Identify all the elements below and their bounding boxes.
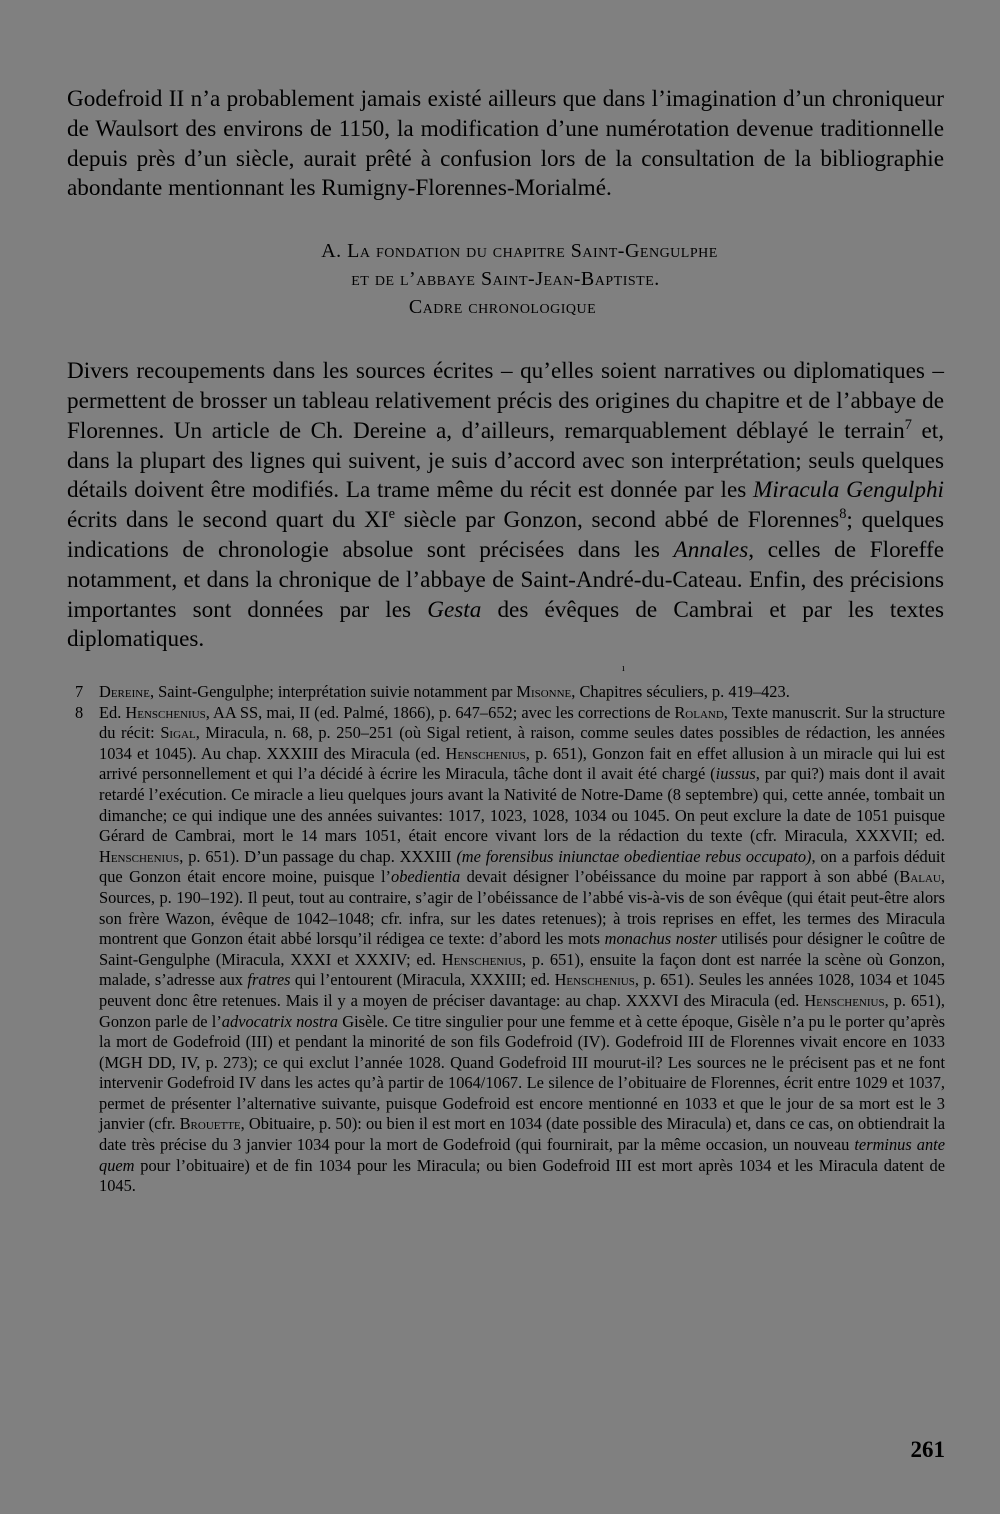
- author-name: Henschenius: [125, 702, 206, 722]
- footnote-ref-7[interactable]: 7: [904, 416, 912, 433]
- text-run: siècle par Gonzon, second abbé de Florennes: [394, 507, 840, 534]
- footnote-number: 7: [75, 682, 84, 701]
- footnote-number: 8: [75, 702, 84, 722]
- text-run: , Chapitres séculiers, p. 419–423.: [571, 682, 790, 701]
- page-body: [67, 85, 944, 655]
- author-name: Henschenius: [441, 949, 523, 969]
- paragraph-main: [67, 357, 944, 655]
- author-name: Sigal: [160, 723, 196, 743]
- text-run: , celles de Floreffe notamment, et dans la chronique de l’abbaye de Saint-André-du-Cateau. Enfin, des précisions importantes sont données par les: [67, 536, 944, 623]
- text-run: Gisèle. Ce titre singulier pour une femme et à cette époque, Gisèle n’a pu le porter qu’après la mort de Godefroid (III) et pendant la minorité de son fils Godefroid (IV). Godefroid III de Florennes vivait encore en 1033 (MGH DD, IV, p. 273); ce qui exclut l’année 1028. Quand Godefroid III mourut-il? Les sources ne le précisent pas et ne font intervenir Godefroid IV dans les actes qu’à partir de 1064/1067. Le silence de l’obituaire de Florennes, écrit entre 1029 et 1037, permet de présenter l’alternative suivante, puisque Godefroid est encore mentionné en 1033 et que le jour de sa mort est le 3 janvier (cfr.: [99, 1011, 945, 1134]
- latin-term: iussus: [715, 764, 756, 784]
- page-number: 261: [910, 1437, 945, 1462]
- text-run: , p. 651), Gonzon parle de l’: [99, 990, 945, 1031]
- text-run: , par qui?) mais dont il avait retardé l’exécution. Ce miracle a lieu quelques jours avant la Nativité de Notre-Dame (8 septembre) qui, cette année, tombait un dimanche; ce qui indique une des années suivantes: 1017, 1023, 1028, 1034 ou 1045. On peut exclure la date de 1051 puisque Gérard de Cambrai, mort le 14 mars 1051, était encore vivant lors de la rédaction du texte (cfr. Miracula, XXXVII; ed.: [99, 764, 945, 846]
- text-run: , p. 651), Gonzon fait en effet allusion à un miracle qui lui est arrivé personnellement et qui l’a décidé à écrire les Miracula, tâche dont il avait été chargé (: [99, 743, 945, 784]
- footnotes: [75, 682, 945, 1197]
- text-run: , AA SS, mai, II (ed. Palmé, 1866), p. 647–652; avec les corrections de: [205, 702, 675, 722]
- text-run: , p. 651). Seules les années 1028, 1034 et 1045 peuvent donc être retenues. Mais il y a moyen de préciser davantage: au chap. XXXVI des Miracula (ed.: [99, 970, 945, 1010]
- latin-term: terminus ante quem: [99, 1135, 945, 1175]
- footnote-ref-8[interactable]: 8: [839, 506, 847, 523]
- footnote-7: [75, 682, 945, 703]
- heading-line-2: et de l’abbaye Saint-Jean-Baptiste.: [351, 268, 660, 291]
- heading-line-3: Cadre chronologique: [408, 296, 597, 319]
- text-run: , Sources, p. 190–192). Il peut, tout au contraire, s’agir de l’obéissance de l’abbé vis-à-vis de son évêque (qui était peut-être alors son frère Wazon, évêque de 1042–1048; cfr. infra, sur les dates retenues); à trois reprises en effet, les termes des Miracula montrent que Gonzon était abbé lorsqu’il rédigea ce texte: d’abord les mots: [99, 867, 945, 949]
- text-run: , Texte manuscrit. Sur la structure du récit:: [99, 702, 945, 743]
- latin-quote: (me forensibus iniunctae obedientiae rebus occupato): [456, 846, 812, 866]
- text-run: ; quelques indications de chronologie absolue sont précisées dans les: [67, 507, 944, 563]
- heading-line-1: A. La fondation du chapitre Saint-Gengulphe: [321, 240, 718, 263]
- title-annales: Annales: [673, 536, 749, 563]
- latin-term: obedientia: [391, 867, 461, 887]
- text-run: , Obituaire, p. 50): ou bien il est mort en 1034 (date possible des Miracula) et, dans ce cas, on obtiendrait la date très précise du 3 janvier 1034 pour la mort de Godefroid (qui fournirait, par la même occasion, un nouveau: [99, 1114, 945, 1155]
- author-name: Brouette: [179, 1114, 241, 1134]
- author-name: Balau: [899, 867, 941, 887]
- text-run: devait désigner l’obéissance du moine par rapport à son abbé (: [460, 867, 900, 887]
- superscript-e: e: [388, 506, 395, 523]
- author-name: Henschenius: [804, 990, 885, 1010]
- latin-term: advocatrix nostra: [221, 1011, 339, 1031]
- stray-mark: ı: [622, 663, 625, 674]
- author-name: Henschenius: [445, 743, 526, 763]
- title-gesta: Gesta: [427, 596, 482, 623]
- text-run: qui l’entourent (Miracula, XXXIII; ed.: [290, 970, 555, 990]
- text-run: des évêques de Cambrai et par les textes diplomatiques.: [67, 596, 944, 653]
- text-run: , on a parfois déduit que Gonzon était encore moine, puisque l’: [99, 846, 945, 887]
- paragraph-intro: Godefroid II n’a probablement jamais existé ailleurs que dans l’imagination d’un chroniqueur de Waulsort des environs de 1150, la modification d’une numérotation devenue traditionnelle depuis près d’un siècle, aurait prêté à confusion lors de la consultation de la bibliographie abondante mentionnant les Rumigny-Florennes-Morialmé.: [67, 86, 944, 202]
- text-run: pour l’obituaire) et de fin 1034 pour les Miracula; ou bien Godefroid III est mort après 1034 et les Miracula datent de 1045.: [99, 1155, 945, 1196]
- text-run: , Saint-Gengulphe; interprétation suivie notamment par: [149, 682, 517, 701]
- text-run: utilisés pour désigner le coûtre de Saint-Gengulphe (Miracula, XXXI et XXXIV; ed.: [99, 929, 945, 969]
- author-name: Misonne: [516, 682, 572, 701]
- text-run: , p. 651). D’un passage du chap. XXXIII: [179, 846, 457, 866]
- title-miracula: Miracula Gengulphi: [753, 477, 944, 504]
- author-name: Henschenius: [554, 970, 635, 990]
- section-heading: [67, 237, 944, 321]
- text-run: et, dans la plupart des lignes qui suivent, je suis d’accord avec son interprétation; seuls quelques détails doivent être modifiés. La trame même du récit est donnée par les: [67, 417, 945, 504]
- text-run: Divers recoupements dans les sources écrites – qu’elles soient narratives ou diplomatiques – permettent de brosser un tableau relativement précis des origines du chapitre et de l’abbaye de Florennes. Un article de Ch. Dereine a, d’ailleurs, remarquablement déblayé le terrain: [67, 358, 944, 444]
- text-run: Ed.: [99, 702, 126, 722]
- text-run: , p. 651), ensuite la façon dont est narrée la scène où Gonzon, malade, s’adresse aux: [99, 949, 945, 990]
- text-run: écrits dans le second quart du XI: [67, 507, 389, 534]
- footnote-8: [75, 703, 945, 1197]
- author-name: Dereine: [99, 682, 150, 701]
- text-run: , Miracula, n. 68, p. 250–251 (où Sigal retient, à raison, comme seules dates possibles de rédaction, les années 1034 et 1045). Au chap. XXXIII des Miracula (ed.: [99, 723, 945, 763]
- author-name: Henschenius: [99, 846, 180, 866]
- latin-term: monachus noster: [604, 929, 717, 949]
- latin-term: fratres: [247, 970, 291, 990]
- author-name: Roland: [674, 702, 724, 722]
